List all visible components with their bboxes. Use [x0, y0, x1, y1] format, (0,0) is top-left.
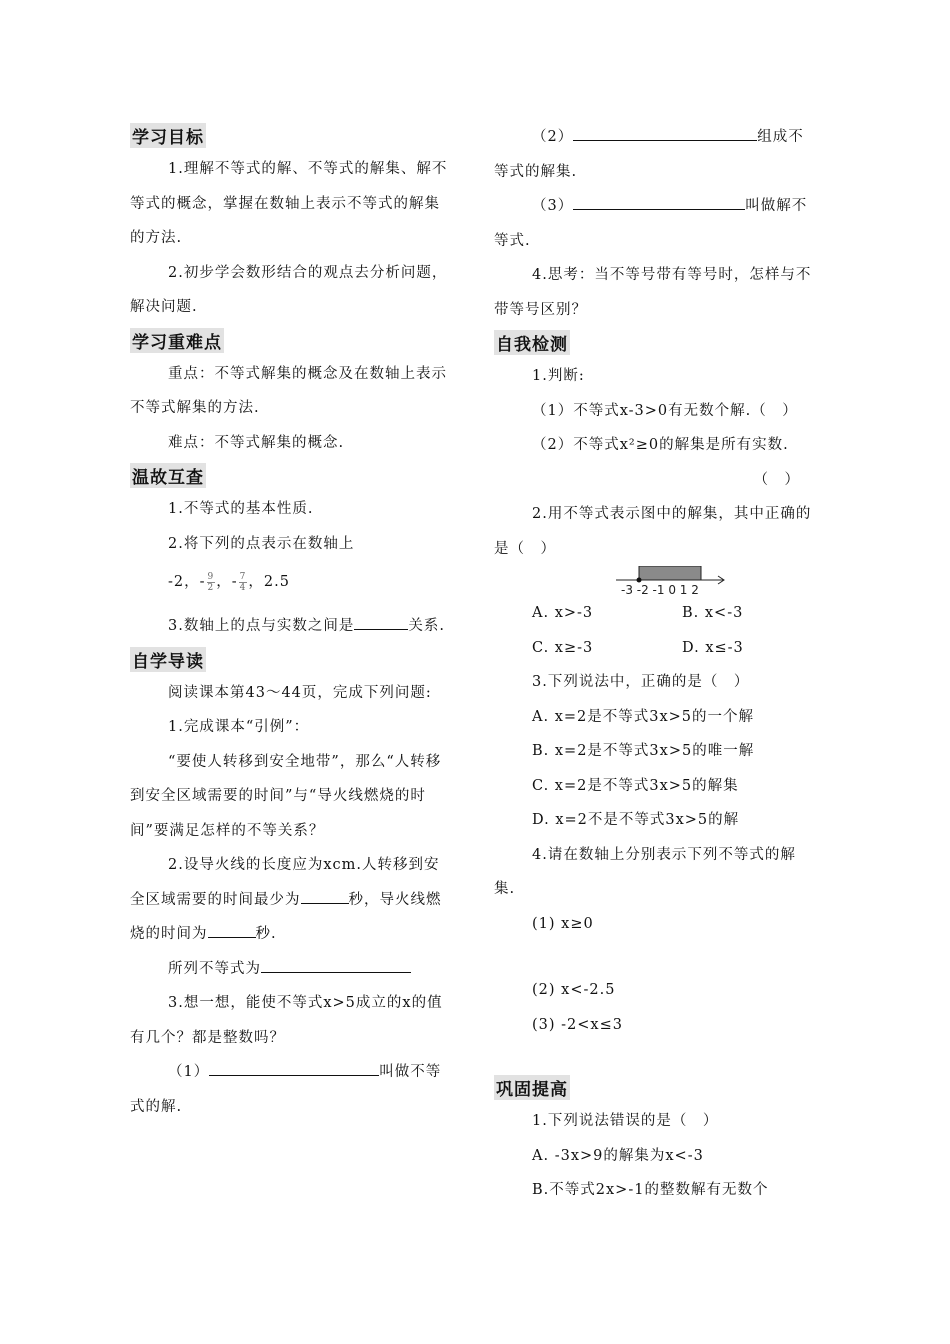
- key-point: 重点：不等式解集的概念及在数轴上表示不等式解集的方法.: [130, 365, 447, 416]
- check-3-b: B. x=2是不等式3x>5的唯一解: [532, 743, 755, 759]
- check-4: 4.请在数轴上分别表示下列不等式的解集.: [494, 846, 796, 897]
- option-c: C. x≥-3: [532, 639, 594, 656]
- study-inequality: 所列不等式为: [130, 952, 450, 987]
- review-3: 3.数轴上的点与实数之间是 关系.: [130, 609, 450, 644]
- check-3-a: A. x=2是不等式3x>5的一个解: [532, 708, 755, 725]
- section-title-key-points: 学习重难点: [130, 328, 224, 353]
- goal-1: 1.理解不等式的解、不等式的解集、解不等式的概念，掌握在数轴上表示不等式的解集的方法.: [130, 161, 448, 246]
- answer-space: [494, 941, 814, 973]
- section-title-learning-goals: 学习目标: [130, 123, 206, 148]
- study-q2: （2） 组成不等式的解集.: [494, 120, 814, 189]
- check-3: 3.下列说法中，正确的是（ ）: [532, 674, 750, 690]
- number-line: [494, 566, 814, 596]
- study-item-3: 3.想一想，能使不等式x>5成立的x的值有几个？都是整数吗？: [130, 995, 443, 1046]
- blank-line[interactable]: [209, 1061, 379, 1076]
- number-line-figure: [494, 566, 814, 596]
- study-q4: 4.思考：当不等号带有等号时，怎样与不带等号区别？: [494, 267, 812, 318]
- blank-line[interactable]: [573, 195, 745, 210]
- check-1-1: （1）不等式x-3>0有无数个解.（ ）: [532, 402, 798, 419]
- check-3-c: C. x=2是不等式3x>5的解集: [532, 777, 739, 794]
- blank-line[interactable]: [301, 889, 349, 904]
- option-b: B. x<-3: [682, 605, 744, 621]
- study-quote: “要使人转移到安全地带”，那么“人转移到安全区域需要的时间”与“导火线燃烧的时间”要满足怎样的不等关系？: [130, 753, 442, 839]
- goal-2: 2.初步学会数形结合的观点去分析问题，解决问题.: [130, 264, 448, 315]
- blank-line[interactable]: [208, 923, 256, 938]
- section-title-self-check: 自我检测: [494, 330, 570, 355]
- difficult-point: 难点：不等式解集的概念.: [168, 434, 345, 451]
- review-1: 1.不等式的基本性质.: [168, 501, 314, 517]
- shaded-region: [639, 566, 701, 580]
- review-numbers: -2，- $\frac{9}{2}$ ，- $\frac{7}{4}$ ，2.5: [168, 571, 290, 593]
- blank-line[interactable]: [573, 126, 757, 141]
- reading-instruction: 阅读课本第43～44页，完成下列问题:: [168, 684, 432, 701]
- check-2-options-1: [494, 596, 814, 631]
- study-q3: （3） 叫做解不等式.: [494, 189, 814, 258]
- blank-line[interactable]: [354, 615, 408, 630]
- solid-dot: [637, 578, 642, 583]
- exercise-1-b: B.不等式2x>-1的整数解有无数个: [532, 1182, 769, 1198]
- check-4-3: (3) -2<x≤3: [532, 1016, 623, 1033]
- exercise-1: 1.下列说法错误的是（ ）: [532, 1113, 719, 1129]
- check-1-2-bracket: （ ）: [753, 471, 800, 488]
- check-4-2: (2) x<-2.5: [532, 982, 616, 998]
- axis-tick-labels: -3 -2 -1 0 1 2: [621, 583, 699, 596]
- check-1: 1.判断:: [532, 368, 585, 384]
- left-column: [130, 120, 450, 1124]
- review-2: 2.将下列的点表示在数轴上: [168, 535, 355, 552]
- answer-space: [494, 1042, 814, 1072]
- check-4-1: (1) x≥0: [532, 915, 594, 932]
- check-2-options-2: [494, 631, 814, 666]
- study-item-2: 2.设导火线的长度应为xcm.人转移到安全区域需要的时间最少为 秒，导火线燃烧的时间为 秒.: [130, 857, 442, 942]
- blank-line[interactable]: [261, 958, 411, 973]
- fraction-9-2: $\frac{9}{2}$: [207, 571, 215, 593]
- section-title-review: 温故互查: [130, 463, 206, 488]
- fraction-7-4: $\frac{7}{4}$: [239, 571, 247, 593]
- check-3-d: D. x=2不是不等式3x>5的解: [532, 812, 740, 828]
- check-2: 2.用不等式表示图中的解集，其中正确的是（ ）: [494, 506, 812, 557]
- section-title-self-study: 自学导读: [130, 647, 206, 672]
- check-1-2: （2）不等式x²≥0的解集是所有实数.: [532, 437, 789, 453]
- exercise-1-a: A. -3x>9的解集为x<-3: [532, 1147, 704, 1164]
- option-d: D. x≤-3: [682, 639, 744, 656]
- right-column: [494, 120, 814, 1208]
- option-a: A. x>-3: [532, 605, 594, 621]
- study-item-1: 1.完成课本“引例”：: [168, 719, 310, 735]
- section-title-consolidate: 巩固提高: [494, 1075, 570, 1100]
- study-q1: （1） 叫做不等式的解.: [130, 1055, 450, 1124]
